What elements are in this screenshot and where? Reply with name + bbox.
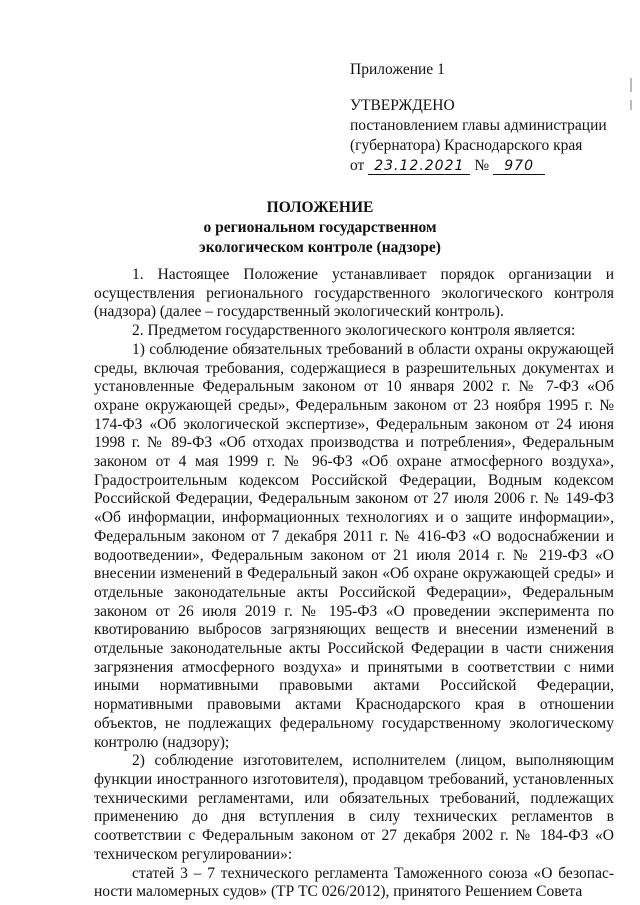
scan-margin-mark (630, 78, 632, 92)
approval-line-2: (губернатора) Краснодарского края (350, 137, 583, 154)
handwritten-number: 970 (493, 158, 545, 175)
handwritten-date: 23.12.2021 (368, 158, 470, 175)
scan-margin-mark (630, 100, 632, 110)
title-line-2: о региональном государственном (203, 219, 437, 236)
approval-date-line (350, 156, 630, 176)
approved-heading: УТВЕРЖДЕНО (350, 97, 455, 114)
paragraph: 2) соблюдение изготовителем, исполнителем (лицом, выполняющим функции иностранного изготовителя), продавцом требований, установленных техническими регламентами, или обязательных требований, подлежащих применению до дня вступления в силу технических регламентов в соответствии с Федеральным законом от 27 декабря 2002 г. № 184-ФЗ «О техническом регулировании»: (94, 752, 614, 863)
title-line-1: ПОЛОЖЕНИЕ (266, 199, 374, 216)
document-title (0, 198, 640, 258)
number-label: № (474, 157, 490, 174)
approval-line-1: постановлением главы администрации (350, 117, 607, 134)
document-body (94, 266, 614, 902)
paragraph: статей 3 – 7 технического регламента Таможенного союза «О безопас-ности маломерных судов» (ТР ТС 026/2012), принятого Решением Совета (94, 864, 614, 901)
paragraph: 2. Предметом государственного экологического контроля является: (132, 322, 576, 340)
paragraph: 1) соблюдение обязательных требований в области охраны окружающей среды, включая требования, содержащиеся в разрешительных документах и установленные Федеральным законом от 10 января 2002 г. № 7-ФЗ «Об охране окружающей среды», Федеральным законом от 23 ноября 1995 г. № 174-ФЗ «Об экологической экспертизе», Федеральным законом от 24 июня 1998 г. № 89-ФЗ «Об отходах производства и потребления», Федеральным законом от 4 мая 1999 г. № 96-ФЗ «Об охране атмосферного воздуха», Градостроительным кодексом Российской Федерации, Водным кодексом Российской Федерации, Федеральным законом от 27 июля 2006 г. № 149-ФЗ «Об информации, информационных технологиях и о защите информации», Федеральным законом от 7 декабря 2011 г. № 416-ФЗ «О водоснабжении и водоотведении», Федеральным законом от 21 июля 2014 г. № 219-ФЗ «О внесении изменений в Федеральный закон «Об охране окружающей среды» и отдельные законодательные акты Российской Федерации», Федеральным законом от 26 июля 2019 г. № 195-ФЗ «О проведении эксперимента по квотированию выбросов загрязняющих веществ и внесении изменений в отдельные законодательные акты Российской Федерации в части снижения загрязнения атмосферного воздуха» и принятыми в соответствии с ними иными нормативными правовыми актами Российской Федерации, нормативными правовыми актами Краснодарского края в отношении объектов, не подлежащих федеральному государственному экологическому контролю (надзору); (94, 340, 614, 751)
date-prefix: от (350, 157, 365, 174)
paragraph: 1. Настоящее Положение устанавливает порядок организации и осуществления регионального государственного экологического контроля (надзора) (далее – государственный экологический контроль). (94, 266, 614, 321)
title-line-3: экологическом контроле (надзоре) (199, 239, 441, 256)
appendix-label: Приложение 1 (350, 61, 445, 78)
approval-block (350, 60, 630, 176)
